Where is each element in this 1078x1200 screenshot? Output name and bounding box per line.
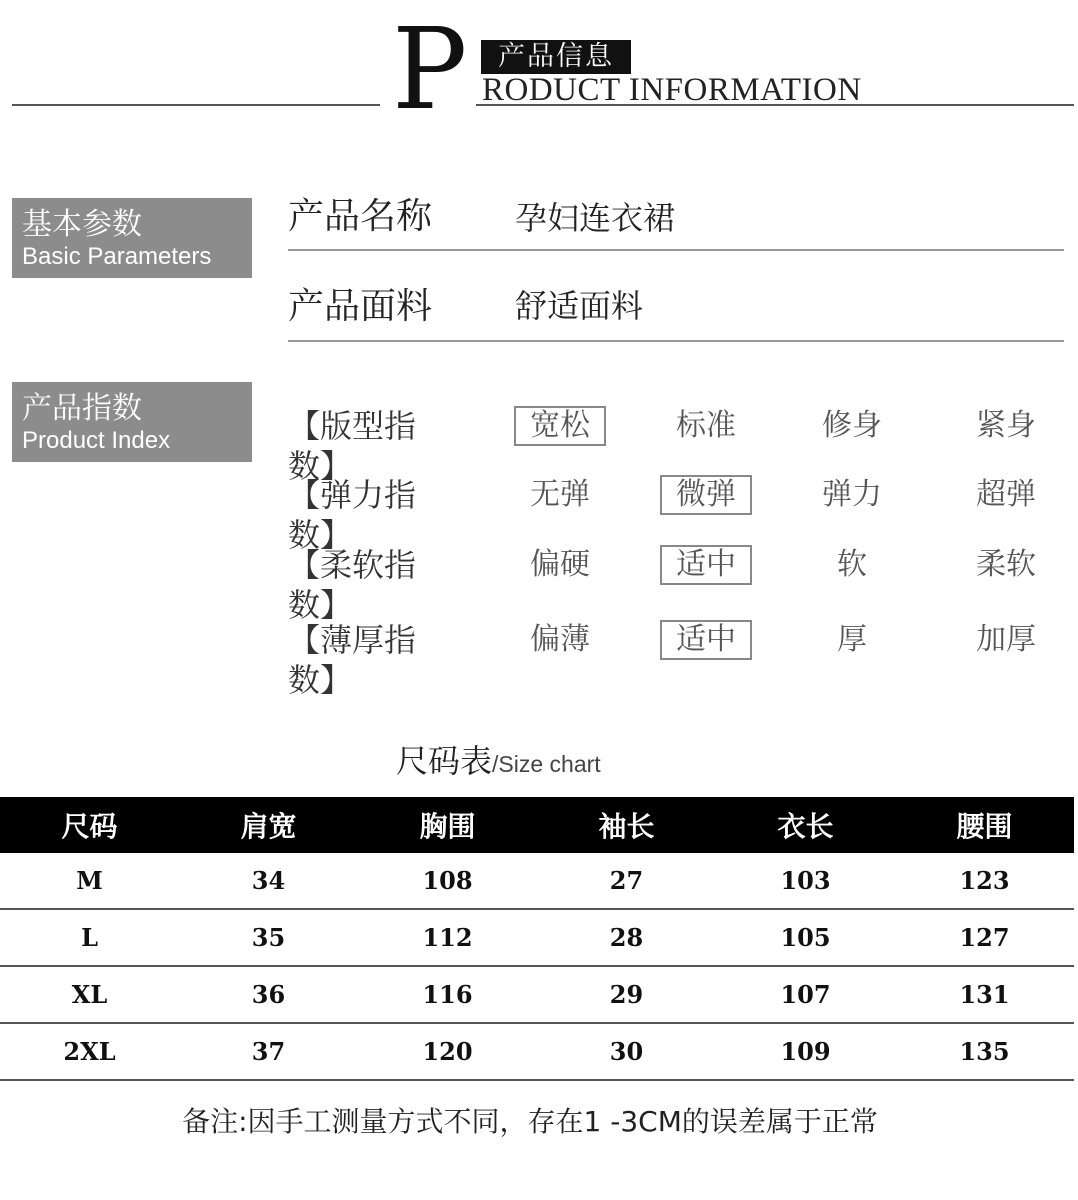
table-cell: 116 [358,966,537,1023]
table-cell: XL [0,966,179,1023]
index-option-selected: 宽松 [514,406,606,446]
product-index-badge [12,382,252,462]
index-option: 弹力 [822,477,882,512]
table-cell: M [0,853,179,909]
size-chart-header-row [0,797,1074,853]
table-cell: 135 [895,1023,1074,1080]
table-row [0,966,1074,1023]
header-rule-left [12,104,380,106]
index-option-selected: 适中 [660,545,752,585]
table-cell: 35 [179,909,358,966]
param-label-name: 产品名称 [288,196,433,237]
table-cell: 27 [537,853,716,909]
param-value-name: 孕妇连衣裙 [515,199,676,237]
table-row [0,853,1074,909]
table-cell: 103 [716,853,895,909]
table-cell: 131 [895,966,1074,1023]
size-chart-title-cn: 尺码表 [396,742,493,780]
header-title-en: RODUCT INFORMATION [482,72,862,108]
table-cell: 127 [895,909,1074,966]
index-label: 【弹力指数】 [288,476,417,554]
header-title-cn: 产品信息 [481,40,631,74]
size-chart-header-cell: 衣长 [716,797,895,853]
index-option: 偏硬 [530,547,590,582]
index-option: 标准 [676,408,736,443]
param-divider [288,249,1064,251]
index-label: 【版型指数】 [288,407,417,485]
table-cell: 37 [179,1023,358,1080]
index-option: 厚 [837,622,867,657]
index-option: 无弹 [530,477,590,512]
table-cell: 29 [537,966,716,1023]
product-index-badge-en: Product Index [22,427,171,454]
table-cell: 120 [358,1023,537,1080]
size-chart-title [396,741,601,784]
index-option: 超弹 [976,477,1036,512]
table-cell: 2XL [0,1023,179,1080]
table-cell: 108 [358,853,537,909]
table-cell: L [0,909,179,966]
table-cell: 112 [358,909,537,966]
basic-params-badge-en: Basic Parameters [22,243,212,270]
size-chart-header-cell: 肩宽 [179,797,358,853]
index-option: 加厚 [976,622,1036,657]
param-value-fabric: 舒适面料 [515,287,644,325]
size-chart-header-cell: 腰围 [895,797,1074,853]
basic-params-badge-cn: 基本参数 [22,207,142,242]
table-cell: 123 [895,853,1074,909]
table-row [0,1023,1074,1080]
table-cell: 28 [537,909,716,966]
size-chart-header-cell: 胸围 [358,797,537,853]
table-cell: 105 [716,909,895,966]
index-option: 柔软 [976,547,1036,582]
table-cell: 109 [716,1023,895,1080]
index-label: 【柔软指数】 [288,546,417,624]
index-option: 偏薄 [530,622,590,657]
measurement-note: 备注:因手工测量方式不同，存在1 -3CM的误差属于正常 [182,1105,878,1138]
index-label: 【薄厚指数】 [288,621,417,699]
basic-params-badge [12,198,252,278]
index-option: 修身 [822,408,882,443]
size-chart-header-cell: 袖长 [537,797,716,853]
param-label-fabric: 产品面料 [288,286,433,327]
index-option-selected: 微弹 [660,475,752,515]
table-row [0,909,1074,966]
size-chart-header-cell: 尺码 [0,797,179,853]
table-cell: 34 [179,853,358,909]
table-cell: 30 [537,1023,716,1080]
header-big-letter: P [392,5,468,135]
table-cell: 107 [716,966,895,1023]
product-index-badge-cn: 产品指数 [22,391,142,426]
param-divider [288,340,1064,342]
size-chart-table [0,797,1074,1081]
index-option: 软 [837,547,867,582]
index-option-selected: 适中 [660,620,752,660]
table-cell: 36 [179,966,358,1023]
index-option: 紧身 [976,408,1036,443]
size-chart-title-en: /Size chart [492,751,601,777]
